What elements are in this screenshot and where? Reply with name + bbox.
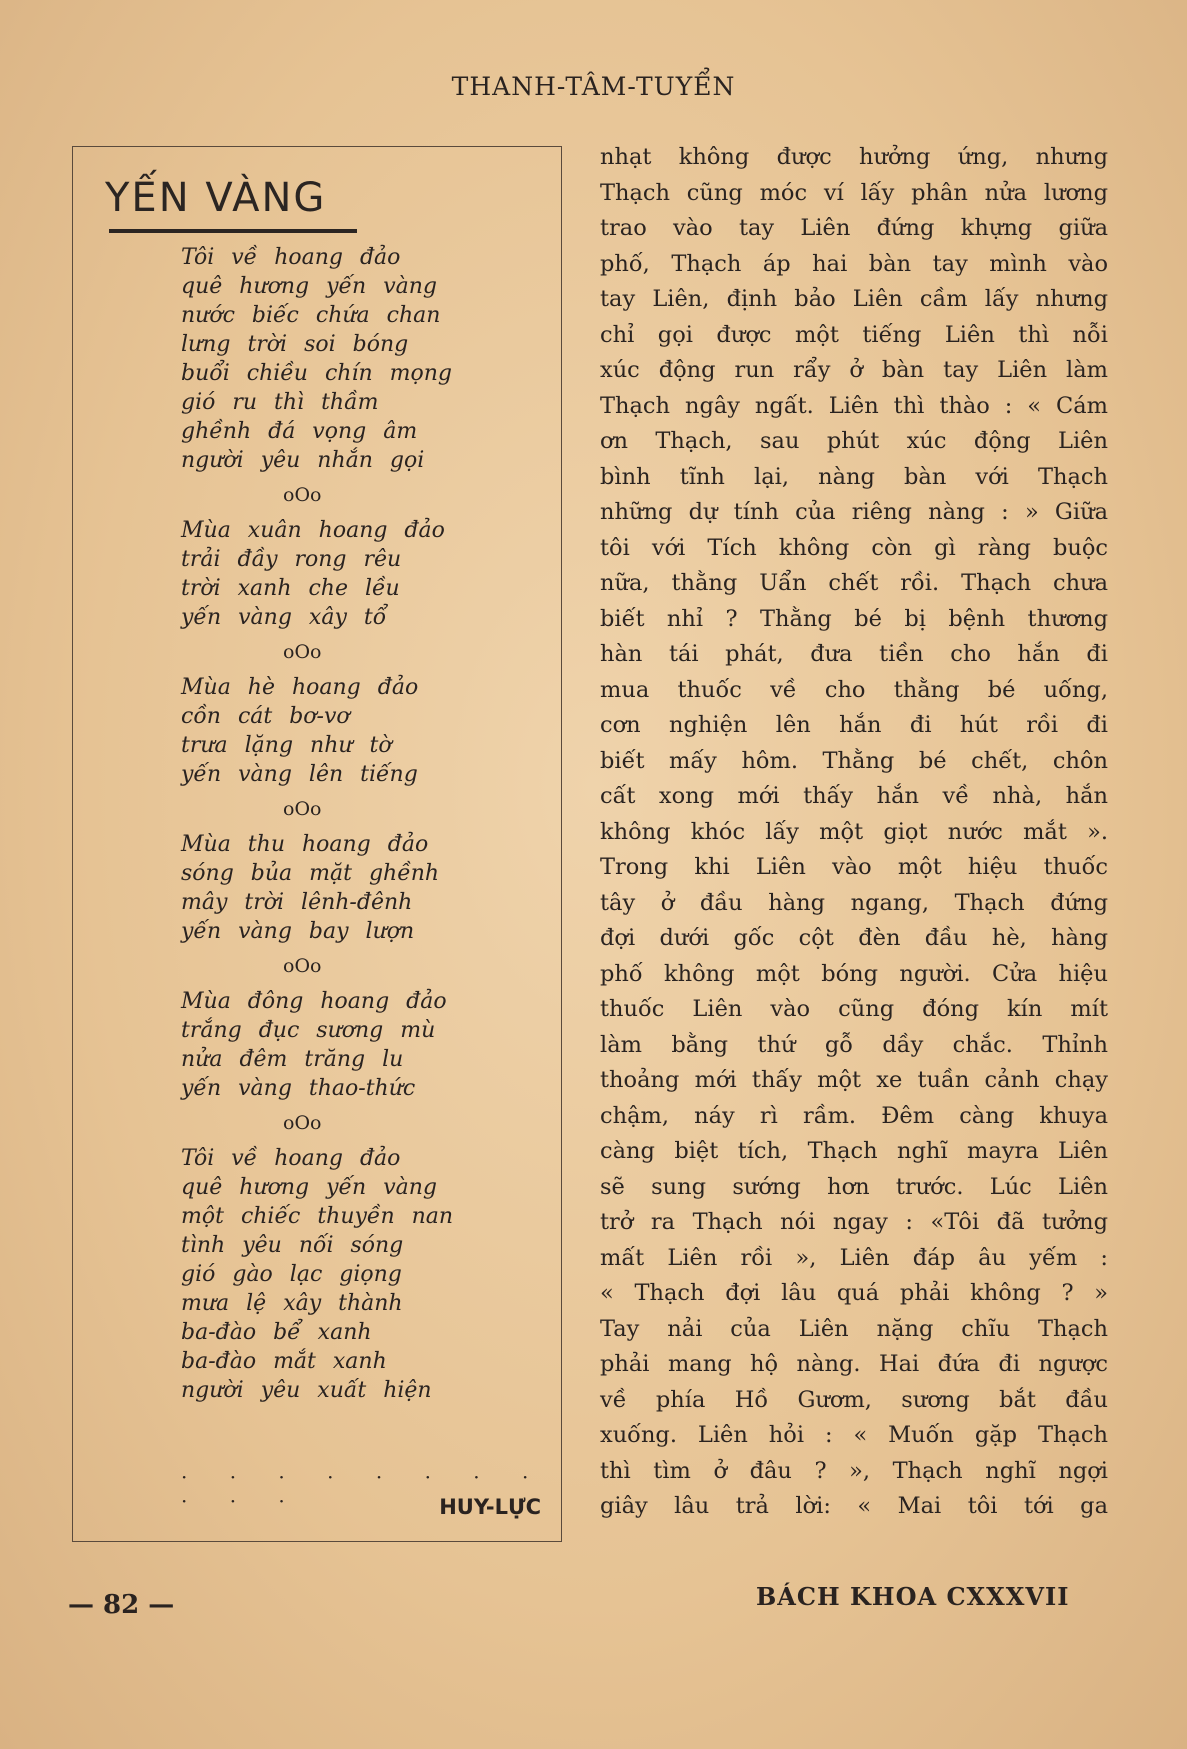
- poem-line: yến vàng lên tiếng: [181, 762, 418, 787]
- prose-line: sẽ sung sướng hơn trước. Lúc Liên: [600, 1173, 1108, 1200]
- prose-line: về phía Hồ Gươm, sương bắt đầu: [600, 1386, 1108, 1413]
- poem-line: sóng bủa mặt ghềnh: [181, 861, 440, 886]
- prose-line: nữa, thằng Uẩn chết rồi. Thạch chưa: [600, 570, 1108, 596]
- prose-line: nhạt không được hưởng ứng, nhưng: [600, 144, 1108, 170]
- prose-line: bình tĩnh lại, nàng bàn với Thạch: [600, 463, 1108, 490]
- magazine-issue: BÁCH KHOA CXXXVII: [756, 1582, 1070, 1611]
- poem-line: mưa lệ xây thành: [181, 1291, 403, 1316]
- prose-line: cơn nghiện lên hắn đi hút rồi đi: [600, 712, 1108, 738]
- poem-line: lưng trời soi bóng: [181, 332, 409, 357]
- prose-line: cất xong mới thấy hắn về nhà, hắn: [600, 783, 1108, 809]
- poem-line: cồn cát bơ-vơ: [181, 704, 350, 729]
- poem-line: trắng đục sương mù: [181, 1018, 436, 1043]
- poem-line: người yêu nhắn gọi: [181, 448, 425, 473]
- prose-line: phố, Thạch áp hai bàn tay mình vào: [600, 250, 1108, 277]
- poem-line: Tôi về hoang đảo: [181, 1146, 401, 1171]
- poem-line: Mùa đông hoang đảo: [181, 989, 447, 1014]
- prose-line: chậm, náy rì rầm. Đêm càng khuya: [600, 1102, 1108, 1129]
- poem-line: Mùa thu hoang đảo: [181, 832, 429, 857]
- stanza-separator: oOo: [283, 641, 322, 663]
- prose-line: làm bằng thứ gỗ dầy chắc. Thỉnh: [600, 1031, 1108, 1058]
- poem-title: YẾN VÀNG: [105, 175, 327, 221]
- poem-end-dots: · · · · · · · · · · ·: [181, 1465, 547, 1513]
- poem-line: yến vàng xây tổ: [181, 605, 387, 630]
- prose-line: hàn tái phát, đưa tiền cho hắn đi: [600, 641, 1108, 667]
- running-head: THANH-TÂM-TUYỂN: [451, 72, 736, 101]
- prose-line: Trong khi Liên vào một hiệu thuốc: [600, 854, 1108, 880]
- prose-line: chỉ gọi được một tiếng Liên thì nỗi: [600, 321, 1108, 348]
- stanza-separator: oOo: [283, 484, 322, 506]
- prose-line: phố không một bóng người. Cửa hiệu: [600, 960, 1108, 987]
- prose-column: [600, 140, 1108, 1525]
- poem-line: trưa lặng như tờ: [181, 733, 392, 758]
- stanza-separator: oOo: [283, 955, 322, 977]
- prose-line: mua thuốc về cho thằng bé uống,: [600, 676, 1108, 703]
- poem-line: Tôi về hoang đảo: [181, 245, 401, 270]
- poem-line: quê hương yến vàng: [181, 274, 438, 299]
- poem-line: tình yêu nối sóng: [181, 1233, 404, 1258]
- poem-line: người yêu xuất hiện: [181, 1378, 432, 1403]
- prose-line: Thạch ngây ngất. Liên thì thào : « Cám: [600, 392, 1108, 419]
- poem-box: [72, 146, 562, 1542]
- poem-line: ghềnh đá vọng âm: [181, 419, 418, 444]
- poem-line: mây trời lênh-đênh: [181, 890, 413, 915]
- title-rule: [109, 229, 357, 233]
- prose-line: những dự tính của riêng nàng : » Giữa: [600, 499, 1108, 525]
- poem-line: Mùa hè hoang đảo: [181, 675, 419, 700]
- prose-line: không khóc lấy một giọt nước mắt ».: [600, 818, 1108, 845]
- poem-line: ba-đào bể xanh: [181, 1320, 372, 1345]
- prose-line: Thạch cũng móc ví lấy phân nửa lương: [600, 179, 1108, 206]
- prose-line: biết nhỉ ? Thằng bé bị bệnh thương: [600, 605, 1108, 632]
- poem-line: trời xanh che lều: [181, 576, 400, 601]
- prose-line: thoảng mới thấy một xe tuần cảnh chạy: [600, 1067, 1108, 1093]
- stanza-separator: oOo: [283, 798, 322, 820]
- prose-line: phải mang hộ nàng. Hai đứa đi ngược: [600, 1351, 1108, 1377]
- prose-line: biết mấy hôm. Thằng bé chết, chôn: [600, 747, 1108, 774]
- prose-line: đợi dưới gốc cột đèn đầu hè, hàng: [600, 925, 1108, 951]
- poem-line: Mùa xuân hoang đảo: [181, 518, 445, 543]
- prose-line: tây ở đầu hàng ngang, Thạch đứng: [600, 889, 1108, 916]
- prose-line: ơn Thạch, sau phút xúc động Liên: [600, 428, 1108, 454]
- poem-line: quê hương yến vàng: [181, 1175, 438, 1200]
- poem-line: nước biếc chứa chan: [181, 303, 441, 328]
- prose-line: càng biệt tích, Thạch nghĩ mayra Liên: [600, 1138, 1108, 1164]
- prose-line: tay Liên, định bảo Liên cầm lấy nhưng: [600, 286, 1108, 312]
- prose-line: thuốc Liên vào cũng đóng kín mít: [600, 996, 1108, 1022]
- poem-author: HUY-LỰC: [439, 1495, 541, 1519]
- poem-line: nửa đêm trăng lu: [181, 1047, 404, 1072]
- poem-line: yến vàng thao-thức: [181, 1076, 416, 1101]
- prose-line: thì tìm ở đâu ? », Thạch nghĩ ngợi: [600, 1457, 1108, 1484]
- prose-line: giây lâu trả lời: « Mai tôi tới ga: [600, 1493, 1108, 1519]
- poem-line: một chiếc thuyền nan: [181, 1204, 454, 1229]
- prose-line: xuống. Liên hỏi : « Muốn gặp Thạch: [600, 1422, 1108, 1448]
- poem-line: gió ru thì thầm: [181, 390, 379, 415]
- poem-line: buổi chiều chín mọng: [181, 361, 453, 386]
- prose-line: Tay nải của Liên nặng chĩu Thạch: [600, 1315, 1108, 1342]
- stanza-separator: oOo: [283, 1112, 322, 1134]
- poem-line: trải đầy rong rêu: [181, 547, 402, 572]
- poem-line: ba-đào mắt xanh: [181, 1349, 387, 1374]
- prose-line: trao vào tay Liên đứng khựng giữa: [600, 215, 1108, 241]
- prose-line: mất Liên rồi », Liên đáp âu yếm :: [600, 1244, 1108, 1271]
- poem-line: gió gào lạc giọng: [181, 1262, 402, 1287]
- prose-line: xúc động run rẩy ở bàn tay Liên làm: [600, 357, 1108, 383]
- poem-body: [73, 243, 553, 1405]
- page-number: — 82 —: [68, 1590, 175, 1620]
- prose-line: trở ra Thạch nói ngay : «Tôi đã tưởng: [600, 1209, 1108, 1235]
- prose-line: « Thạch đợi lâu quá phải không ? »: [600, 1280, 1108, 1306]
- prose-line: tôi với Tích không còn gì ràng buộc: [600, 534, 1108, 561]
- poem-line: yến vàng bay lượn: [181, 919, 415, 944]
